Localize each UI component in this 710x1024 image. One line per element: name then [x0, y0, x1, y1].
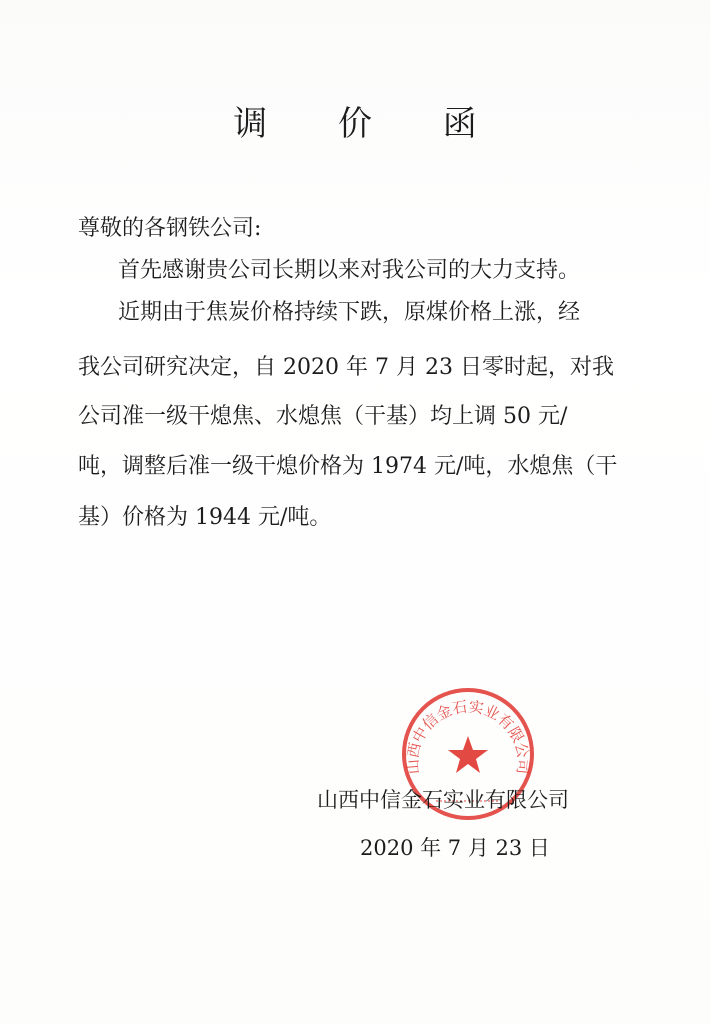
letter-title: 调 价 函 — [233, 104, 507, 144]
sender-name: 山西中信金石实业有限公司 — [317, 788, 569, 812]
salutation: 尊敬的各钢铁公司: — [78, 216, 262, 241]
paragraph-line-5: 基）价格为 1944 元/吨。 — [78, 505, 332, 530]
paragraph-line-1: 近期由于焦炭价格持续下跌，原煤价格上涨，经 — [118, 300, 581, 325]
paragraph-line-2: 我公司研究决定，自 2020 年 7 月 23 日零时起，对我 — [78, 355, 614, 380]
letter-date: 2020 年 7 月 23 日 — [360, 836, 550, 860]
paragraph-line-4: 吨，调整后准一级干熄价格为 1974 元/吨，水熄焦（干 — [78, 454, 618, 479]
paragraph-line-3: 公司准一级干熄焦、水熄焦（干基）均上调 50 元/ — [78, 404, 568, 429]
seal-star-icon — [448, 736, 488, 773]
seal-text: 山西中信金石实业有限公司 — [403, 697, 533, 775]
paragraph-thanks: 首先感谢贵公司长期以来对我公司的大力支持。 — [118, 258, 581, 283]
